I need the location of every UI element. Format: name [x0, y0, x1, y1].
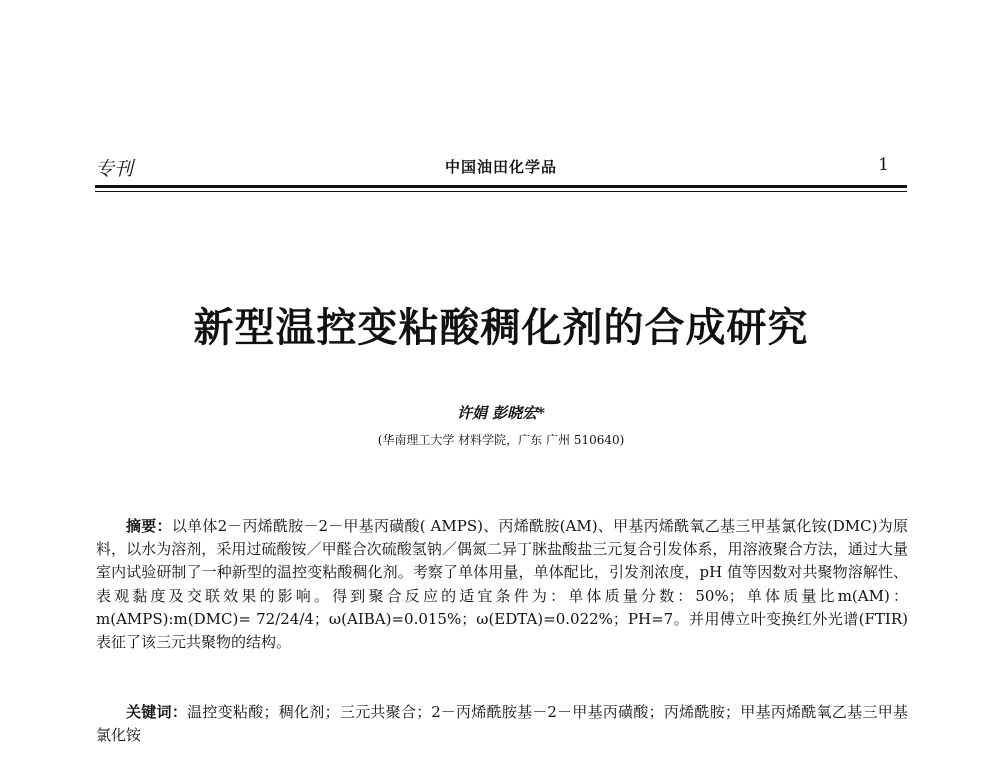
header-rule-thick: [95, 185, 907, 188]
keywords-text: 温控变粘酸；稠化剂；三元共聚合；2－丙烯酰胺基－2－甲基丙磺酸；丙烯酰胺；甲基丙烯酰氧乙基三甲基氯化铵: [96, 703, 908, 745]
article-authors: 许娟 彭晓宏*: [456, 404, 546, 422]
article-affiliation: (华南理工大学 材料学院，广东 广州 510640): [377, 433, 625, 447]
journal-name: 中国油田化学品: [444, 158, 557, 176]
article-title: 新型温控变粘酸稠化剂的合成研究: [193, 305, 809, 351]
abstract-paragraph: [96, 515, 908, 654]
running-header: [95, 150, 907, 180]
header-rule-thin: [95, 191, 907, 192]
abstract-label: 摘要：: [126, 517, 172, 535]
journal-section-label: 专刊: [95, 158, 134, 180]
keywords-label: 关键词：: [126, 703, 188, 721]
keywords-paragraph: [96, 701, 908, 747]
abstract-text: 以单体2－丙烯酰胺－2－甲基丙磺酸( AMPS)、丙烯酰胺(AM)、甲基丙烯酰氧乙基三甲基氯化铵(DMC)为原料，以水为溶剂，采用过硫酸铵／甲醛合次硫酸氢钠／偶氮二异丁脒盐酸盐三元复合引发体系，用溶液聚合方法，通过大量室内试验研制了一种新型的温控变粘酸稠化剂。考察了单体用量，单体配比，引发剂浓度，pH 值等因数对共聚物溶解性、表观黏度及交联效果的影响。得到聚合反应的适宜条件为：单体质量分数：50%；单体质量比m(AM)：m(AMPS):m(DMC)= 72/24/4；ω(AIBA)=0.015%；ω(EDTA)=0.022%；PH=7。并用傅立叶变换红外光谱(FTIR)表征了该三元共聚物的结构。: [96, 517, 908, 652]
page-number: 1: [878, 155, 889, 175]
